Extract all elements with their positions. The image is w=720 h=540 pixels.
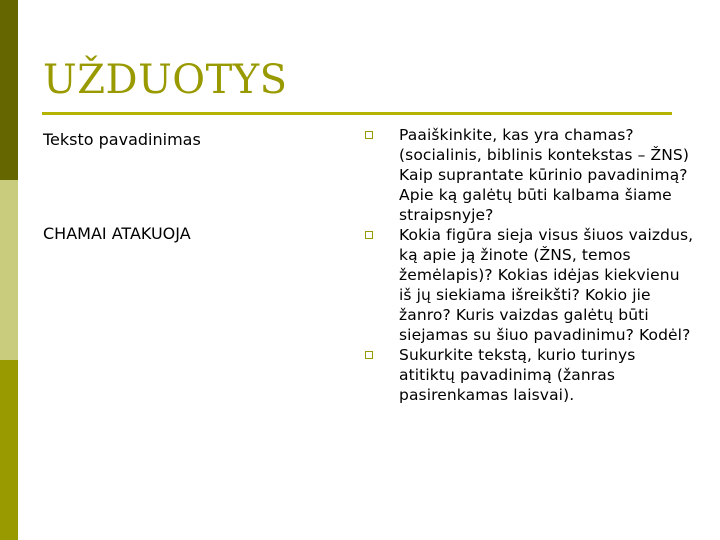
accent-bar-segment-top: [0, 0, 18, 180]
square-bullet-icon: [365, 131, 373, 139]
accent-bar-segment-middle: [0, 180, 18, 360]
slide-title: UŽDUOTYS: [43, 57, 288, 103]
task-list: [365, 125, 695, 405]
title-underline: [42, 112, 672, 115]
text-title-label: Teksto pavadinimas: [43, 130, 201, 149]
task-list-item: [365, 345, 695, 405]
task-text: Paaiškinkite, kas yra chamas? (socialinis, biblinis kontekstas – ŽNS) Kaip suprantate kūrinio pavadinimą? Apie ką galėtų būti kalbama šiame straipsnyje?: [399, 126, 689, 224]
accent-bar-segment-bottom: [0, 360, 18, 540]
left-accent-bar: [0, 0, 18, 540]
task-text: Sukurkite tekstą, kurio turinys atitiktų pavadinimą (žanras pasirenkamas laisvai).: [399, 346, 636, 404]
square-bullet-icon: [365, 231, 373, 239]
square-bullet-icon: [365, 351, 373, 359]
task-list-item: [365, 125, 695, 225]
text-name: CHAMAI ATAKUOJA: [43, 224, 191, 243]
task-text: Kokia figūra sieja visus šiuos vaizdus, ką apie ją žinote (ŽNS, temos žemėlapis)? Kokias idėjas kiekvienu iš jų siekiama išreikšti? Kokio jie žanro? Kuris vaizdas galėtų būti siejamas su šiuo pavadinimu? Kodėl?: [399, 226, 694, 344]
task-list-item: [365, 225, 695, 345]
